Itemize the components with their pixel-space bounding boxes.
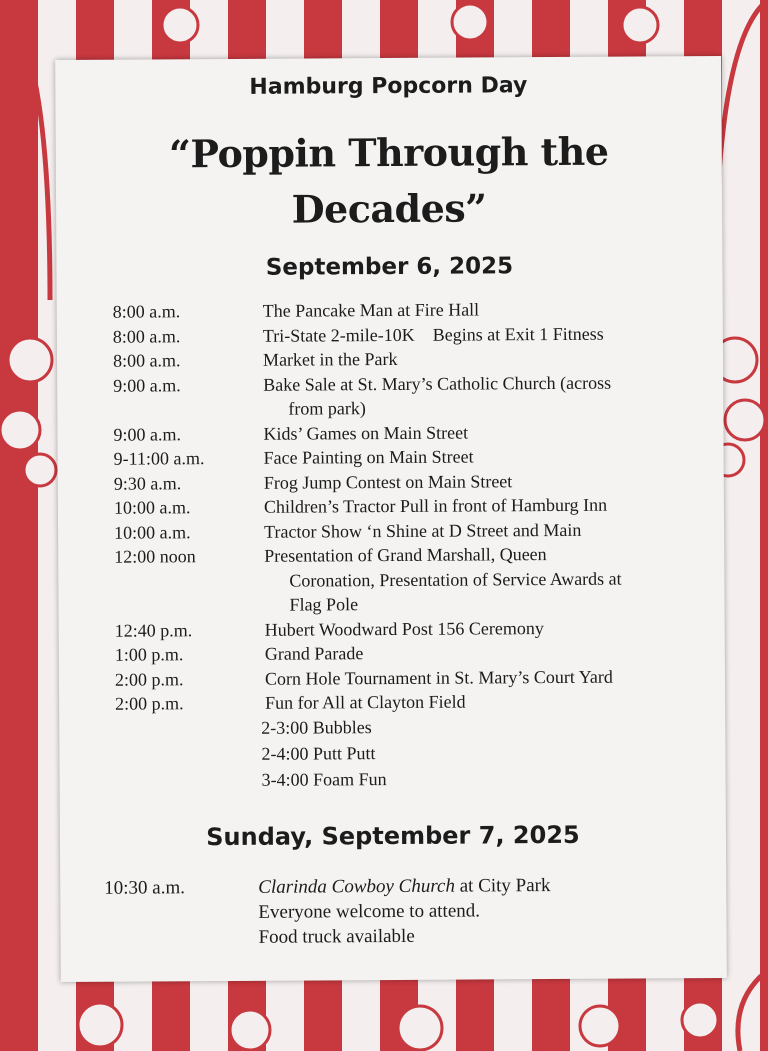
schedule-time: 9:30 a.m. [113,472,182,494]
theme-title-line-1: “Poppin Through the [168,128,609,177]
sunday-date-heading: Sunday, September 7, 2025 [206,820,580,852]
sunday-time: 10:30 a.m. [104,877,186,899]
schedule-description-line: Kids’ Games on Main Street [263,422,469,444]
schedule-time: 9:00 a.m. [113,423,182,445]
schedule-description [264,443,714,470]
schedule-row [113,321,713,349]
schedule-description [264,492,714,519]
schedule-description [264,541,714,617]
sunday-note-welcome: Everyone welcome to attend. [258,900,481,923]
schedule-time: 2:00 p.m. [114,668,184,690]
schedule-description [265,615,715,642]
schedule-description-line: Children’s Tractor Pull in front of Hamburg Inn [263,494,608,517]
schedule-time: 10:00 a.m. [114,521,191,543]
schedule-description-line: Corn Hole Tournament in St. Mary’s Court Yard [264,666,613,689]
schedule-time: 12:40 p.m. [114,619,193,641]
schedule-description-line: from park) [288,398,366,419]
schedule-description [263,419,713,446]
schedule-row [115,664,715,692]
schedule-row [113,296,713,324]
theme-title-line-2: Decades” [291,185,487,232]
schedule-time: 8:00 a.m. [112,325,181,347]
schedule-description-line: Fun for All at Clayton Field [265,691,466,713]
sunday-event-location: at City Park [454,875,551,897]
schedule-description [264,468,714,495]
schedule-description [265,688,715,715]
sunday-event-church: Clarinda Cowboy Church [258,875,456,898]
schedule-description [265,639,715,666]
schedule-description-line: Tri-State 2-mile-10K Begins at Exit 1 Fitness [262,323,604,346]
fun-for-all-item: 2-4:00 Putt Putt [261,742,376,764]
schedule-time: 1:00 p.m. [114,644,184,665]
schedule-description-line: Face Painting on Main Street [263,446,474,468]
schedule-description-line: Coronation, Presentation of Service Awards at [289,568,622,591]
schedule-description-line: Hubert Woodward Post 156 Ceremony [264,617,544,640]
schedule-row [114,468,714,496]
schedule-description [263,321,713,348]
schedule-description-line: The Pancake Man at Fire Hall [262,299,480,321]
schedule-description-line: Market in the Park [262,348,398,370]
schedule-time: 9:00 a.m. [113,374,181,396]
schedule-description [265,664,715,691]
schedule-description-line: Frog Jump Contest on Main Street [263,470,513,493]
sunday-schedule-row [104,873,550,901]
schedule-row [115,688,715,716]
schedule-row [113,345,713,373]
flyer-paper [55,56,727,982]
schedule-description-line: Tractor Show ‘n Shine at D Street and Main [264,519,582,542]
schedule-description-line: Grand Parade [264,643,364,664]
event-name: Hamburg Popcorn Day [249,73,528,100]
fun-for-all-item: 2-3:00 Bubbles [261,716,372,738]
schedule-description [263,370,713,422]
schedule-time: 8:00 a.m. [112,301,181,322]
schedule-time: 12:00 noon [114,546,196,567]
schedule-row [114,443,714,471]
schedule-time: 10:00 a.m. [113,497,191,518]
schedule-row [114,517,714,545]
sunday-note-food: Food truck available [258,925,415,948]
schedule-row [115,639,715,667]
schedule-description [263,345,713,372]
fun-for-all-item: 3-4:00 Foam Fun [261,768,387,790]
schedule-description-line: Flag Pole [289,594,359,615]
schedule-row [113,370,713,423]
schedule-description-line: Bake Sale at St. Mary’s Catholic Church (across [263,372,612,395]
saturday-date-heading: September 6, 2025 [265,253,514,281]
schedule-time: 2:00 p.m. [115,693,184,714]
schedule-row [115,615,715,643]
schedule-description-line: Presentation of Grand Marshall, Queen [264,544,547,566]
schedule-time: 9-11:00 a.m. [113,448,205,469]
schedule-row [114,492,714,520]
schedule-row [113,419,713,447]
sunday-event [258,873,550,900]
schedule-description [264,517,714,544]
schedule-time: 8:00 a.m. [112,350,181,371]
schedule-description [263,296,713,323]
schedule-row [114,541,714,618]
